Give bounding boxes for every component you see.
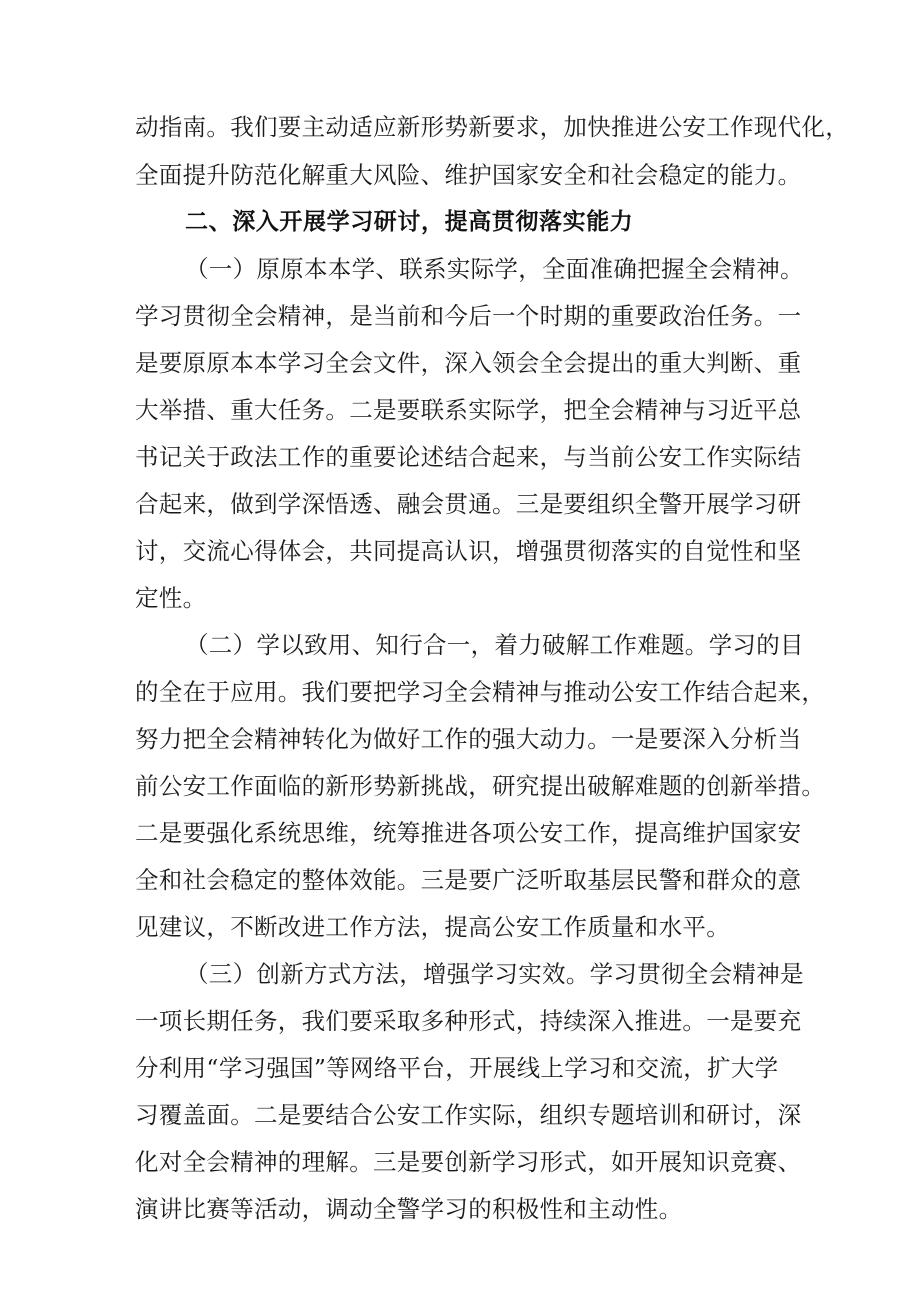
text-line: 的全在于应用。我们要把学习全会精神与推动公安工作结合起来， bbox=[135, 678, 826, 706]
text-line: 定性。 bbox=[135, 584, 207, 612]
text-line: 努力把全会精神转化为做好工作的强大动力。一是要深入分析当 bbox=[135, 725, 802, 753]
subsection-heading: （二）学以致用、知行合一，着力破解工作难题。学习的目 bbox=[185, 631, 804, 659]
text-line: 合起来，做到学深悟透、融会贯通。三是要组织全警开展学习研 bbox=[135, 490, 802, 518]
text-line: 演讲比赛等活动，调动全警学习的积极性和主动性。 bbox=[135, 1195, 683, 1223]
subsection-heading: （一）原原本本学、联系实际学，全面准确把握全会精神。 bbox=[185, 255, 804, 283]
section-heading: 二、深入开展学习研讨，提高贯彻落实能力 bbox=[185, 209, 634, 235]
text-line: 习覆盖面。二是要结合公安工作实际，组织专题培训和研讨，深 bbox=[135, 1101, 802, 1129]
text-line: 大举措、重大任务。二是要联系实际学，把全会精神与习近平总 bbox=[135, 396, 802, 424]
text-line: 二是要强化系统思维，统筹推进各项公安工作，提高维护国家安 bbox=[135, 819, 802, 847]
text-line: 前公安工作面临的新形势新挑战，研究提出破解难题的创新举措。 bbox=[135, 772, 826, 800]
subsection-heading: （三）创新方式方法，增强学习实效。学习贯彻全会精神是 bbox=[185, 960, 804, 988]
text-line: 是要原原本本学习全会文件，深入领会全会提出的重大判断、重 bbox=[135, 349, 802, 377]
text-line: 化对全会精神的理解。三是要创新学习形式，如开展知识竞赛、 bbox=[135, 1148, 802, 1176]
text-line: 见建议，不断改进工作方法，提高公安工作质量和水平。 bbox=[135, 913, 730, 941]
text-line: 动指南。我们要主动适应新形势新要求，加快推进公安工作现代化， bbox=[135, 113, 849, 141]
text-line: 学习贯彻全会精神，是当前和今后一个时期的重要政治任务。一 bbox=[135, 302, 802, 330]
text-line: 全面提升防范化解重大风险、维护国家安全和社会稳定的能力。 bbox=[135, 161, 802, 189]
text-line: 书记关于政法工作的重要论述结合起来，与当前公安工作实际结 bbox=[135, 443, 802, 471]
text-line: 讨，交流心得体会，共同提高认识，增强贯彻落实的自觉性和坚 bbox=[135, 537, 802, 565]
text-line: 分利用“学习强国”等网络平台，开展线上学习和交流，扩大学 bbox=[135, 1054, 779, 1082]
text-line: 一项长期任务，我们要采取多种形式，持续深入推进。一是要充 bbox=[135, 1007, 802, 1035]
text-line: 全和社会稳定的整体效能。三是要广泛听取基层民警和群众的意 bbox=[135, 866, 802, 894]
